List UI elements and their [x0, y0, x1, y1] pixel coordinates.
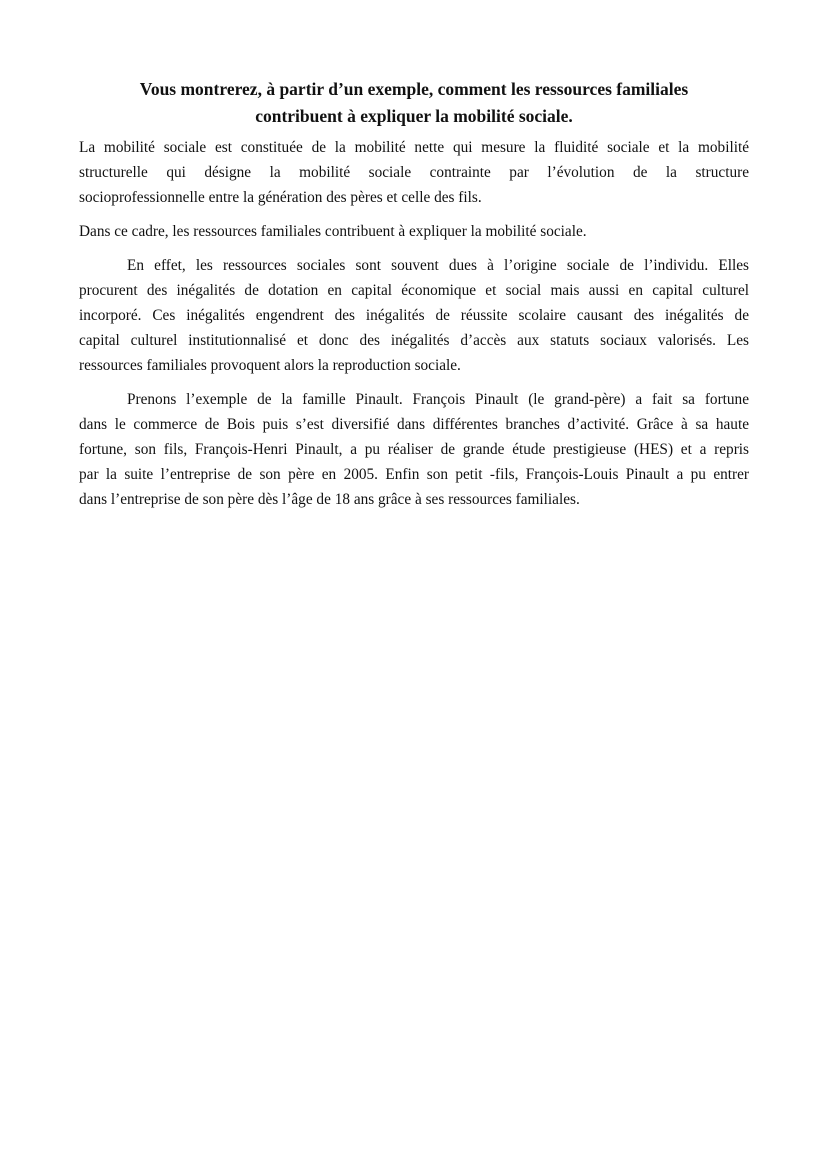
paragraph-line: Dans ce cadre, les ressources familiales contribuent à expliquer la mobilité sociale. — [79, 223, 587, 240]
paragraph-line: incorporé. Ces inégalités engendrent des inégalités de réussite scolaire causant des inégalités de — [79, 307, 749, 324]
paragraph-line: dans l’entreprise de son père dès l’âge de 18 ans grâce à ses ressources familiales. — [79, 491, 580, 508]
title-line-2: contribuent à expliquer la mobilité sociale. — [255, 106, 573, 126]
paragraph-definition — [79, 135, 749, 210]
document-title — [79, 76, 749, 130]
paragraph-thesis — [79, 219, 749, 244]
paragraph-line: dans le commerce de Bois puis s’est diversifié dans différentes branches d’activité. Grâce à sa haute — [79, 416, 749, 433]
paragraph-example — [79, 387, 749, 512]
paragraph-line: Prenons l’exemple de la famille Pinault. François Pinault (le grand-père) a fait sa fortune — [127, 391, 749, 408]
paragraph-line: structurelle qui désigne la mobilité sociale contrainte par l’évolution de la structure — [79, 164, 749, 181]
paragraph-line: capital culturel institutionnalisé et donc des inégalités d’accès aux statuts sociaux valorisés. Les — [79, 332, 749, 349]
paragraph-argument — [79, 253, 749, 378]
paragraph-line: par la suite l’entreprise de son père en 2005. Enfin son petit -fils, François-Louis Pinault a pu entrer — [79, 466, 749, 483]
paragraph-line: fortune, son fils, François-Henri Pinault, a pu réaliser de grande étude prestigieuse (HES) et a repris — [79, 441, 749, 458]
title-line-1: Vous montrerez, à partir d’un exemple, comment les ressources familiales — [139, 79, 689, 99]
document-page — [79, 76, 749, 521]
paragraph-line: ressources familiales provoquent alors la reproduction sociale. — [79, 357, 461, 374]
paragraph-line: La mobilité sociale est constituée de la mobilité nette qui mesure la fluidité sociale et la mobilité — [79, 139, 749, 156]
paragraph-line: socioprofessionnelle entre la génération des pères et celle des fils. — [79, 189, 482, 206]
paragraph-line: En effet, les ressources sociales sont souvent dues à l’origine sociale de l’individu. Elles — [127, 257, 749, 274]
paragraph-line: procurent des inégalités de dotation en capital économique et social mais aussi en capital culturel — [79, 282, 749, 299]
